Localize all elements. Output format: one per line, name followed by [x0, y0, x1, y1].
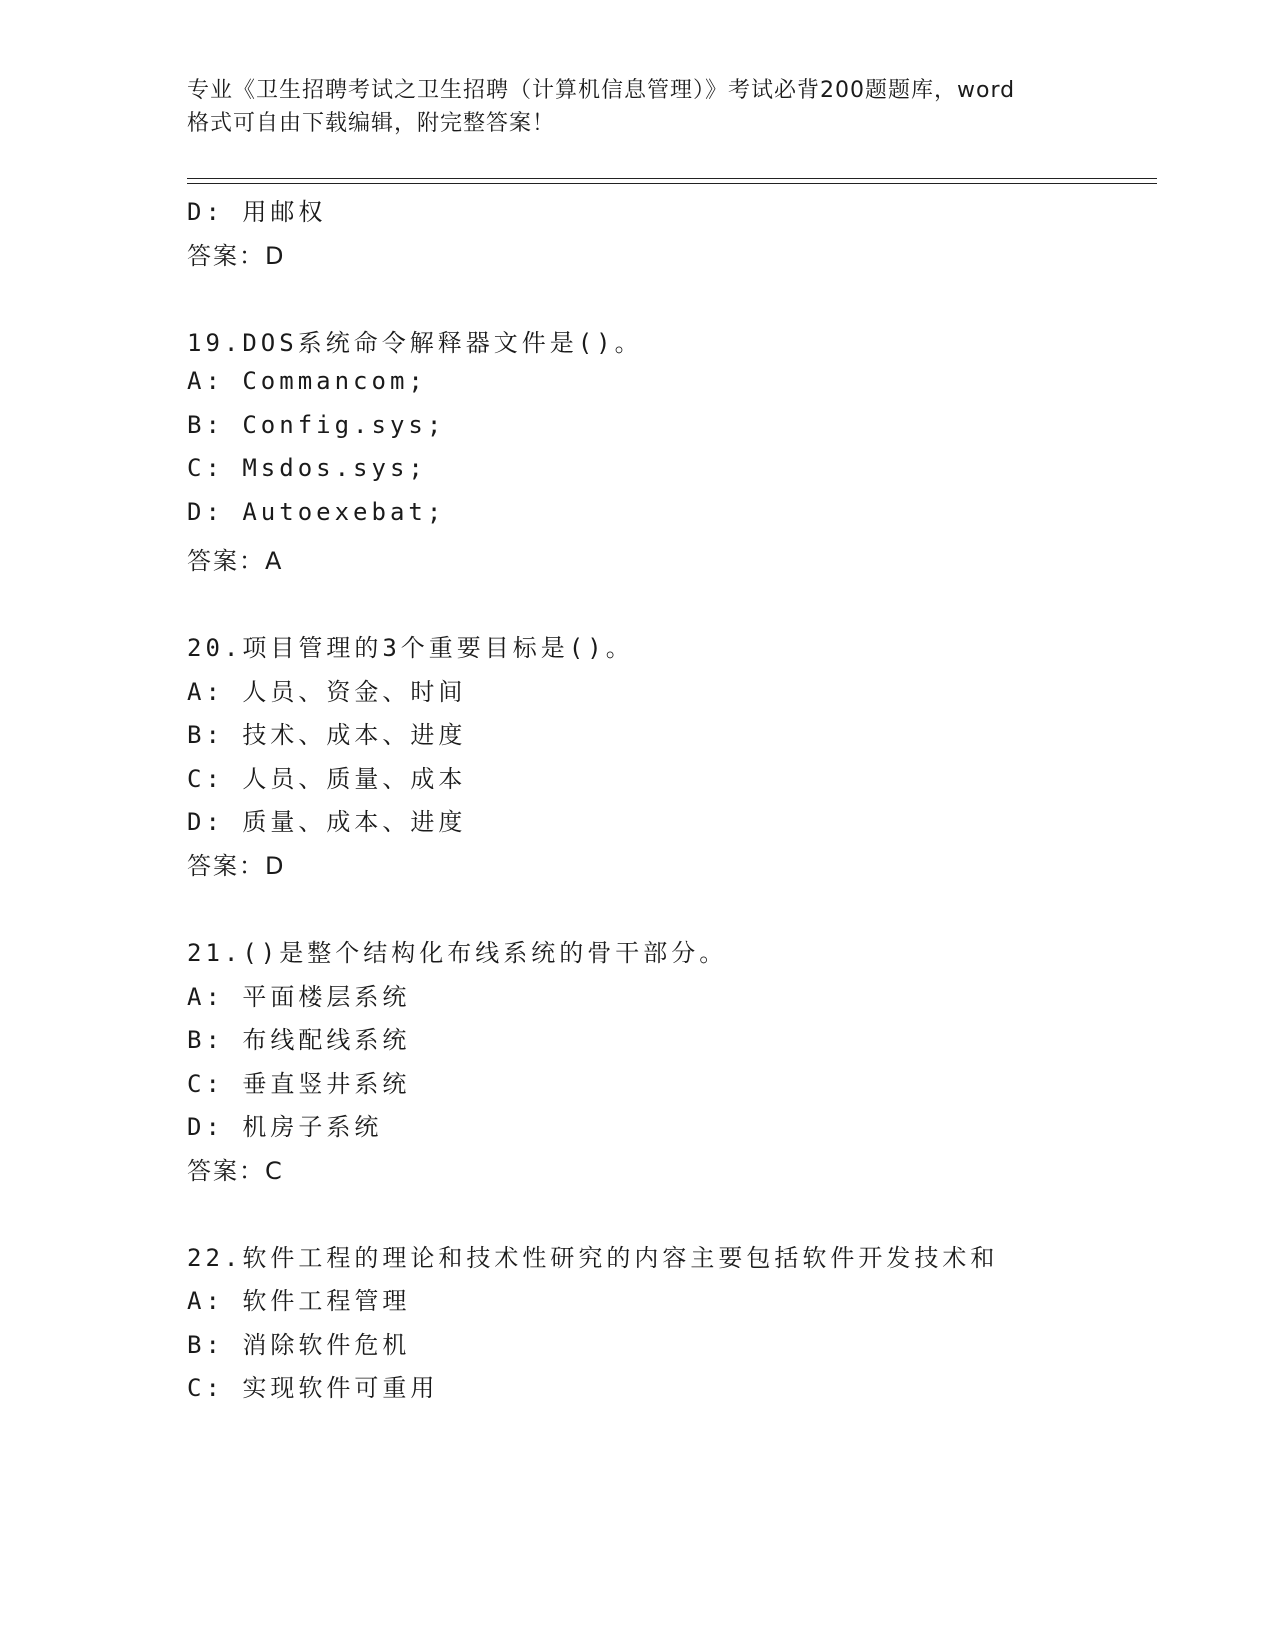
question-22-option-c: C: 实现软件可重用	[187, 1374, 439, 1402]
question-22-option-b: B: 消除软件危机	[187, 1331, 411, 1359]
question-19-stem: 19.DOS系统命令解释器文件是()。	[187, 329, 643, 357]
question-20-option-c: C: 人员、质量、成本	[187, 765, 467, 793]
question-22-option-a: A: 软件工程管理	[187, 1287, 411, 1315]
question-21-option-c: C: 垂直竖井系统	[187, 1070, 411, 1098]
question-20-option-a: A: 人员、资金、时间	[187, 678, 467, 706]
question-21-option-a: A: 平面楼层系统	[187, 983, 411, 1011]
header-line-2: 格式可自由下载编辑，附完整答案！	[187, 111, 556, 136]
question-20-option-d: D: 质量、成本、进度	[187, 808, 467, 836]
prev-answer: 答案：D	[187, 242, 286, 270]
question-21-option-b: B: 布线配线系统	[187, 1026, 411, 1054]
question-19-option-b: B: Config.sys;	[187, 411, 446, 439]
question-21-stem: 21.()是整个结构化布线系统的骨干部分。	[187, 939, 728, 967]
header-divider-top	[187, 178, 1157, 179]
prev-option-d: D: 用邮权	[187, 198, 327, 226]
question-19-option-a: A: Commancom;	[187, 367, 427, 395]
header-line-1: 专业《卫生招聘考试之卫生招聘（计算机信息管理）》考试必背200题题库，word	[187, 78, 1016, 103]
question-21-answer: 答案：C	[187, 1157, 284, 1185]
question-20-option-b: B: 技术、成本、进度	[187, 721, 467, 749]
question-19-option-c: C: Msdos.sys;	[187, 454, 427, 482]
question-21-option-d: D: 机房子系统	[187, 1113, 383, 1141]
question-20-answer: 答案：D	[187, 852, 286, 880]
question-20-stem: 20.项目管理的3个重要目标是()。	[187, 634, 634, 662]
question-19-answer: 答案：A	[187, 547, 284, 575]
question-19-option-d: D: Autoexebat;	[187, 498, 446, 526]
question-22-stem: 22.软件工程的理论和技术性研究的内容主要包括软件开发技术和	[187, 1244, 999, 1272]
document-header	[187, 74, 1087, 140]
header-divider-bottom	[187, 183, 1157, 184]
